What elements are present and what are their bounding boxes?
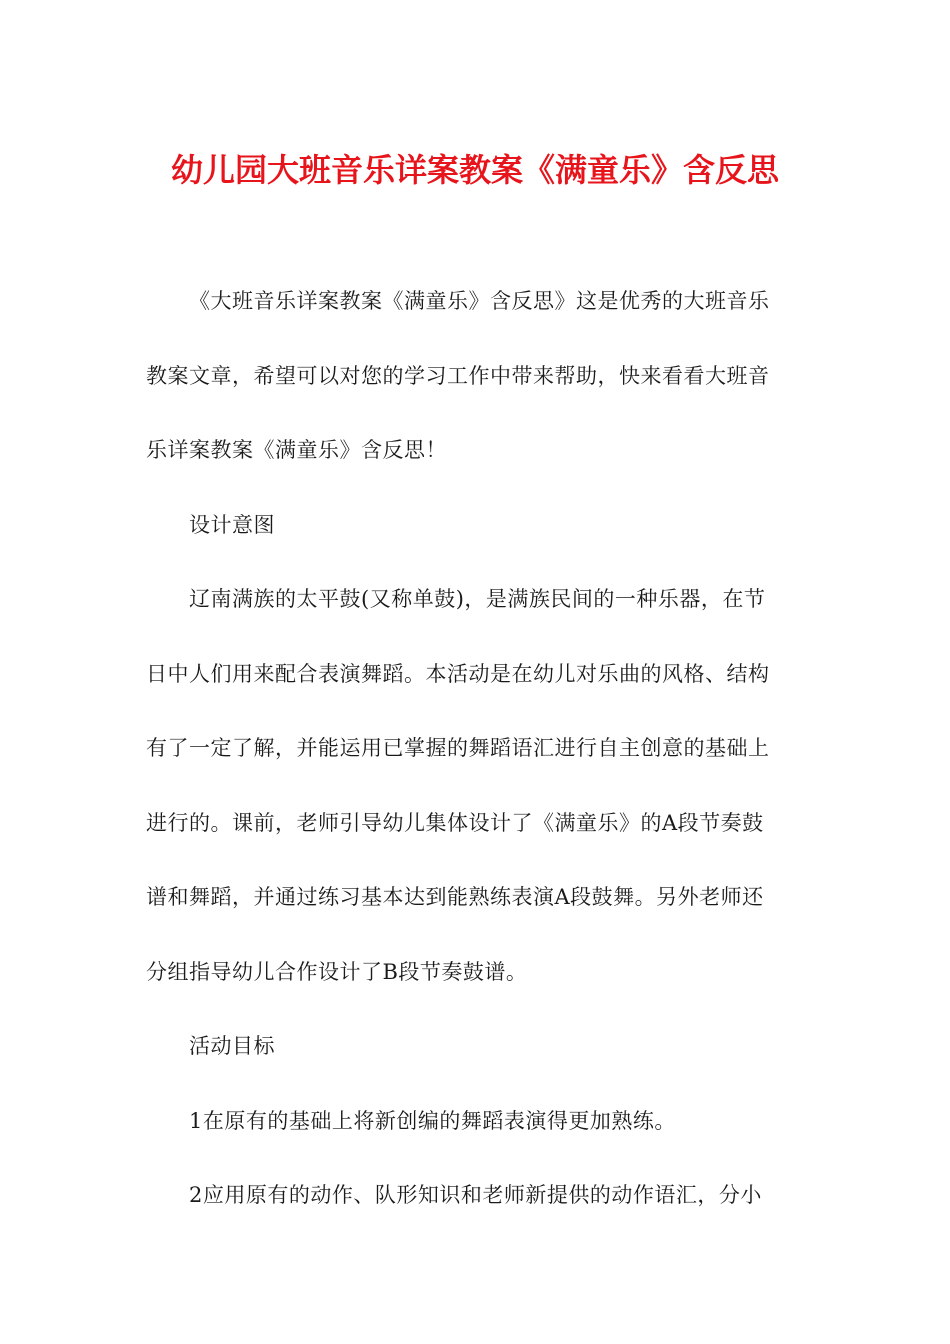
goal-item-2 <box>146 1177 806 1214</box>
text-line: 《大班音乐详案教案《满童乐》含反思》这是优秀的大班音乐 <box>189 289 770 313</box>
text-line: 乐详案教案《满童乐》含反思！ <box>146 438 447 462</box>
section-heading-design-intent <box>146 507 806 544</box>
text-line: 分组指导幼儿合作设计了B段节奏鼓谱。 <box>146 959 528 984</box>
document-body <box>146 283 806 1252</box>
document-title: 幼儿园大班音乐详案教案《满童乐》含反思 <box>170 151 779 189</box>
text-line: 辽南满族的太平鼓(又称单鼓)，是满族民间的一种乐器，在节 <box>189 587 766 611</box>
text-line: 设计意图 <box>189 512 275 537</box>
design-intent-paragraph <box>146 581 806 991</box>
text-line: 有了一定了解，并能运用已掌握的舞蹈语汇进行自主创意的基础上 <box>146 736 770 760</box>
text-line: 进行的。课前，老师引导幼儿集体设计了《满童乐》的A段节奏鼓 <box>146 810 764 835</box>
goal-item-1 <box>146 1103 806 1140</box>
text-line: 1在原有的基础上将新创编的舞蹈表演得更加熟练。 <box>189 1108 676 1133</box>
text-line: 日中人们用来配合表演舞蹈。本活动是在幼儿对乐曲的风格、结构 <box>146 661 770 686</box>
section-heading-activity-goals <box>146 1028 806 1065</box>
text-line: 活动目标 <box>189 1034 275 1058</box>
intro-paragraph <box>146 283 806 469</box>
text-line: 2应用原有的动作、队形知识和老师新提供的动作语汇，分小 <box>189 1183 762 1207</box>
text-line: 谱和舞蹈，并通过练习基本达到能熟练表演A段鼓舞。另外老师还 <box>146 885 764 909</box>
text-line: 教案文章，希望可以对您的学习工作中带来帮助，快来看看大班音 <box>146 363 770 388</box>
